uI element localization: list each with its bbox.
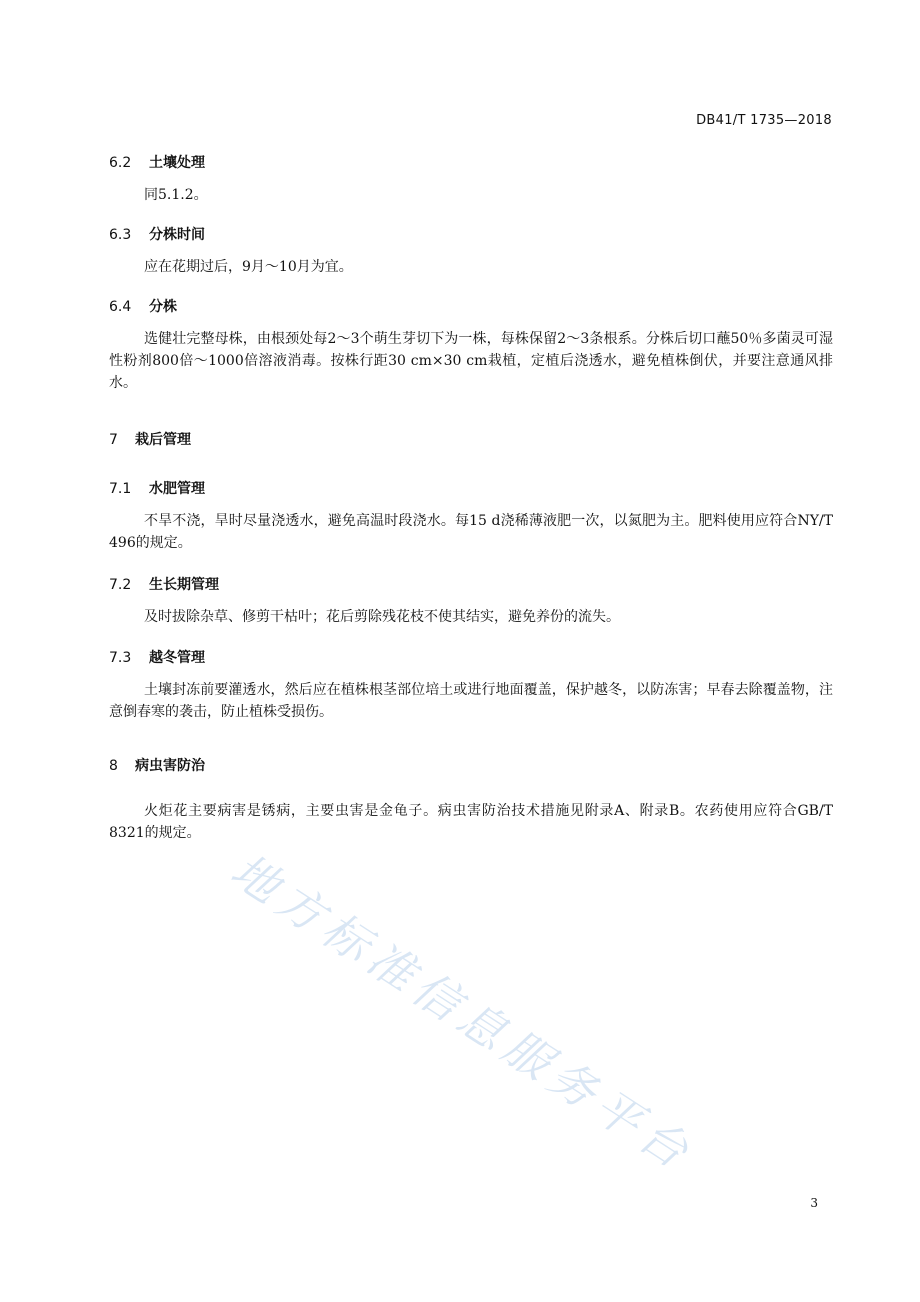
section-6-3-body: 应在花期过后，9月～10月为宜。: [144, 259, 353, 275]
section-6-2-body: 同5.1.2。: [144, 187, 208, 203]
section-title: 生长期管理: [149, 577, 219, 593]
section-7-3-body: 土壤封冻前要灌透水，然后应在植株根茎部位培土或进行地面覆盖，保护越冬，以防冻害；早春去除覆盖物，注意倒春寒的袭击，防止植株受损伤。: [109, 682, 833, 720]
section-7-2-heading: [109, 574, 219, 594]
section-7-1-body: 不旱不浇，旱时尽量浇透水，避免高温时段浇水。每15 d浇稀薄液肥一次，以氮肥为主。肥料使用应符合NY/T 496的规定。: [109, 513, 833, 551]
section-number: 6.3: [109, 227, 132, 243]
watermark: 地方标准信息服务平台: [221, 842, 704, 1183]
section-6-3-heading: [109, 224, 205, 244]
section-title: 病虫害防治: [135, 758, 205, 774]
section-number: 7.3: [109, 650, 132, 666]
document-code: DB41/T 1735—2018: [696, 113, 832, 128]
section-title: 越冬管理: [149, 650, 205, 666]
section-8-heading: [109, 755, 205, 775]
section-number: 7: [109, 432, 118, 448]
section-7-1-heading: [109, 478, 205, 498]
section-title: 水肥管理: [149, 481, 205, 497]
section-6-4-body: 选健壮完整母株，由根颈处每2～3个萌生芽切下为一株，每株保留2～3条根系。分株后切口蘸50％多菌灵可湿性粉剂800倍～1000倍溶液消毒。按株行距30 cm×30 cm栽植，定植后浇透水，避免植株倒伏，并要注意通风排水。: [109, 331, 833, 391]
section-7-2-body: 及时拔除杂草、修剪干枯叶；花后剪除残花枝不使其结实，避免养份的流失。: [144, 609, 620, 625]
section-title: 分株: [149, 299, 177, 315]
section-number: 6.2: [109, 155, 132, 171]
section-number: 7.2: [109, 577, 132, 593]
section-6-2-heading: [109, 152, 205, 172]
section-title: 栽后管理: [135, 432, 191, 448]
section-7-heading: [109, 429, 191, 449]
section-6-4-heading: [109, 296, 177, 316]
section-number: 7.1: [109, 481, 132, 497]
section-7-3-heading: [109, 647, 205, 667]
section-title: 土壤处理: [149, 155, 205, 171]
section-number: 8: [109, 758, 118, 774]
section-8-body: 火炬花主要病害是锈病，主要虫害是金龟子。病虫害防治技术措施见附录A、附录B。农药使用应符合GB/T 8321的规定。: [109, 803, 833, 841]
section-title: 分株时间: [149, 227, 205, 243]
section-number: 6.4: [109, 299, 132, 315]
page-number: 3: [810, 1196, 818, 1210]
